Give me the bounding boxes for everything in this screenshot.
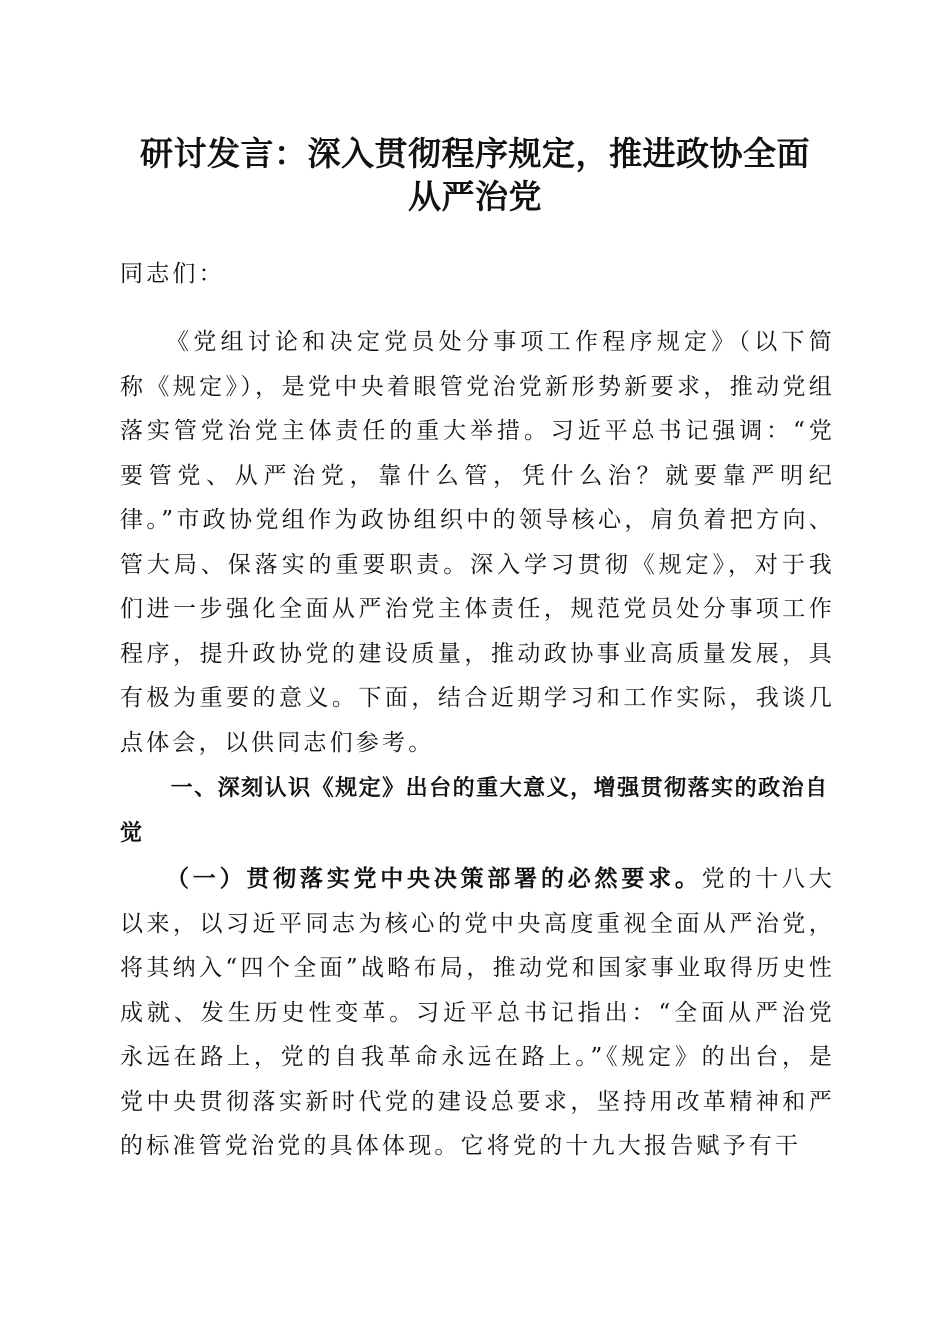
section-heading-1: 一、深刻认识《规定》出台的重大意义，增强贯彻落实的政治自觉 [120,776,829,846]
title-line-1: 研讨发言：深入贯彻程序规定，推进政协全面 [140,134,810,173]
subheading-1: （一）贯彻落实党中央决策部署的必然要求。 [166,865,702,892]
paragraph-section-1-1 [120,857,835,1169]
paragraph-section-1-1-text: 党的十八大以来，以习近平同志为核心的党中央高度重视全面从严治党，将其纳入“四个全面”战略布局，推动党和国家事业取得历史性成就、发生历史性变革。习近平总书记指出：“全面从严治党永远在路上，党的自我革命永远在路上。”《规定》的出台，是党中央贯彻落实新时代党的建设总要求，坚持用改革精神和严的标准管党治党的具体体现。它将党的十九大报告赋予有干 [120,866,836,1159]
greeting: 同志们： [120,261,225,287]
title-line-2: 从严治党 [408,177,542,216]
paragraph-intro: 《党组讨论和决定党员处分事项工作程序规定》（以下简称《规定》），是党中央着眼管党治党新形势新要求，推动党组落实管党治党主体责任的重大举措。习近平总书记强调：“党要管党、从严治党，靠什么管，凭什么治？就要靠严明纪律。”市政协党组作为政协组织中的领导核心，肩负着把方向、管大局、保落实的重要职责。深入学习贯彻《规定》，对于我们进一步强化全面从严治党主体责任，规范党员处分事项工作程序，提升政协党的建设质量，推动政协事业高质量发展，具有极为重要的意义。下面，结合近期学习和工作实际，我谈几点体会，以供同志们参考。 [120,329,835,756]
document-title [110,132,840,218]
